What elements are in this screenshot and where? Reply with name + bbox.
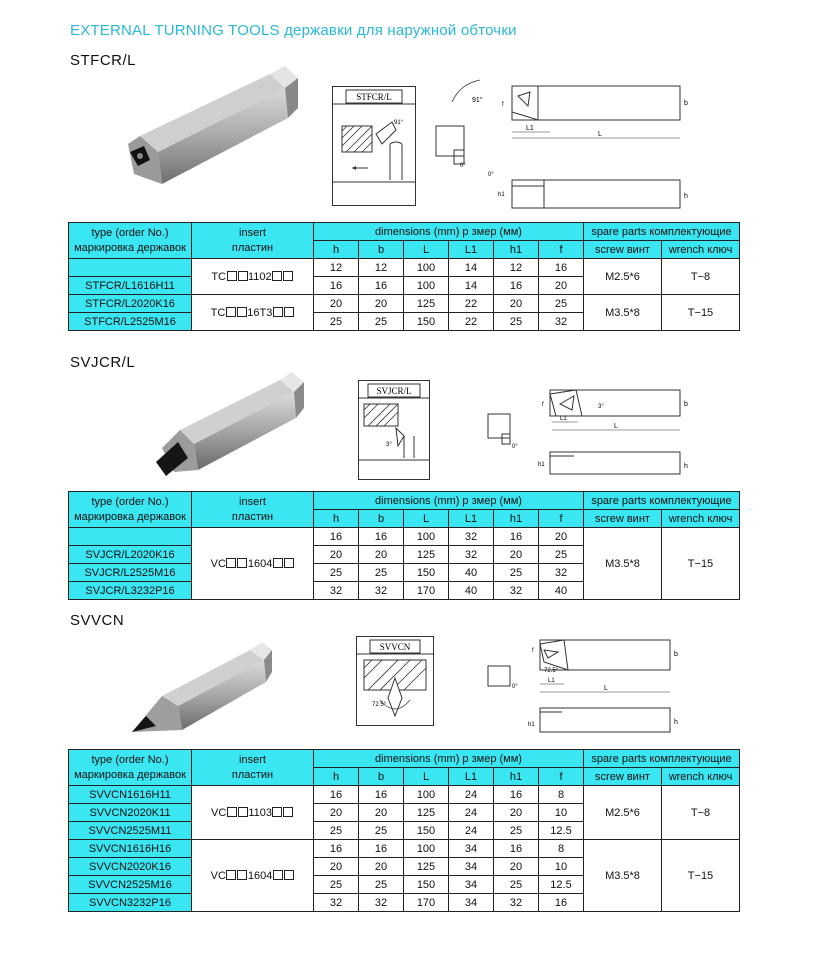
svg-text:0°: 0° (512, 444, 518, 450)
diagram-dimensions-svvcn (484, 634, 694, 738)
table-row: STFCR/L1616H11 16 16 100 14 16 20 (69, 277, 740, 295)
table-row: SVVCN2020K11 20 20 125 24 20 10 (69, 804, 740, 822)
svg-text:0°: 0° (460, 163, 466, 169)
spare-parts-header: spare parts комплектующие (584, 750, 740, 768)
diagram-top-view-svjcr (358, 380, 430, 480)
dimensions-header: dimensions (mm) р змер (мм) (314, 223, 584, 241)
svg-text:f: f (502, 102, 504, 108)
svg-text:0°: 0° (488, 172, 494, 178)
table-row: SVVCN2020K16 20 20 125 34 20 10 (69, 858, 740, 876)
svg-text:0°: 0° (512, 684, 518, 690)
insert-header: insert пластин (192, 492, 314, 528)
svg-text:L: L (614, 423, 618, 430)
insert-header: insert пластин (192, 750, 314, 786)
spare-parts-header: spare parts комплектующие (584, 492, 740, 510)
table-row: SVVCN1616H11 VC 1103 16 16 100 24 16 8 M2.5*6 T−8 (69, 786, 740, 804)
diagram-dimensions-svjcr (484, 386, 694, 480)
svg-text:L1: L1 (526, 125, 534, 132)
svg-text:b: b (684, 100, 688, 107)
svg-text:L1: L1 (548, 678, 555, 684)
table-row: SVVCN2525M16 25 25 150 34 25 12.5 (69, 876, 740, 894)
table-row: STFCR/L2525M16 25 25 150 22 25 32 (69, 313, 740, 331)
svg-text:h: h (684, 463, 688, 470)
table-row: STFCR/L2020K16 TC 16T3 20 20 125 22 20 25 M3.5*8 T−15 (69, 295, 740, 313)
section-title-svjcr: SVJCR/L (70, 354, 136, 371)
insert-cell: VC 1604 (192, 840, 314, 912)
svg-text:b: b (684, 401, 688, 408)
svg-text:h1: h1 (538, 462, 545, 468)
table-row: SVJCR/L2020K16 20 20 125 32 20 25 (69, 546, 740, 564)
diagram-label-stfcr: STFCR/L (356, 92, 392, 102)
svg-text:h1: h1 (498, 192, 505, 198)
table-row: SVJCR/L3232P16 32 32 170 40 32 40 (69, 582, 740, 600)
tool-photo-stfcr (120, 66, 300, 196)
table-row: TC 1102 12 12 100 14 12 16 M2.5*6 T−8 (69, 259, 740, 277)
diagram-top-view-stfcr (332, 86, 416, 206)
svg-text:91°: 91° (394, 120, 404, 126)
insert-cell: TC 16T3 (192, 295, 314, 331)
insert-header: insert пластин (192, 223, 314, 259)
type-header: type (order No.) маркировка державок (69, 223, 192, 259)
spare-parts-header: spare parts комплектующие (584, 223, 740, 241)
tool-photo-svjcr (148, 372, 308, 482)
svg-text:3°: 3° (386, 442, 392, 448)
diagram-dimensions-stfcr (430, 72, 700, 217)
svg-text:L1: L1 (560, 416, 567, 422)
insert-cell: VC 1604 (192, 528, 314, 600)
svg-text:L: L (604, 685, 608, 692)
dimensions-header: dimensions (mm) р змер (мм) (314, 492, 584, 510)
spec-table-svjcr: type (order No.) маркировка державок insert пластин dimensions (mm) р змер (мм) spare parts комплектующие h b L L1 h1 f screw винт wrench ключ VC 1604 16 16 100 32 16 20 M3.5*8 T−15 SVJCR/L2020K16 20 20 125 32 20 25 SVJCR/L2525M16 25 25 150 40 25 32 SVJCR/L3232P16 32 32 170 40 32 40 (68, 491, 740, 600)
table-row: SVJCR/L2525M16 25 25 150 40 25 32 (69, 564, 740, 582)
svg-text:L: L (598, 131, 602, 138)
dimensions-header: dimensions (mm) р змер (мм) (314, 750, 584, 768)
svg-text:h: h (684, 193, 688, 200)
table-row: SVVCN3232P16 32 32 170 34 32 16 (69, 894, 740, 912)
svg-text:b: b (674, 651, 678, 658)
svg-text:72.5°: 72.5° (372, 702, 387, 708)
table-row: SVVCN1616H16 VC 1604 16 16 100 34 16 8 M3.5*8 T−15 (69, 840, 740, 858)
svg-text:72.5°: 72.5° (544, 668, 559, 674)
spec-table-svvcn: type (order No.) маркировка державок insert пластин dimensions (mm) р змер (мм) spare parts комплектующие h b L L1 h1 f screw винт wrench ключ SVVCN1616H11 VC 1103 16 16 100 24 16 8 M2.5*6 T−8 SVVCN2020K11 20 20 125 24 20 10 SVVCN2525M11 25 25 150 24 25 12.5 SVVCN1616H16 VC 1604 16 16 100 34 16 8 M3.5*8 T−15 SVVCN2020K16 20 20 125 34 20 10 SVVCN2525M16 25 25 150 34 25 12.5 SVVCN3232P16 32 32 170 34 32 16 (68, 749, 740, 912)
section-title-stfcr: STFCR/L (70, 52, 137, 69)
svg-text:91°: 91° (472, 97, 483, 104)
insert-cell: TC 1102 (192, 259, 314, 295)
svg-text:3°: 3° (598, 404, 604, 410)
svg-text:h: h (674, 719, 678, 726)
section-title-svvcn: SVVCN (70, 612, 125, 629)
type-header: type (order No.) маркировка державок (69, 492, 192, 528)
diagram-top-view-svvcn (356, 636, 434, 726)
svg-text:f: f (532, 648, 534, 654)
type-header: type (order No.) маркировка державок (69, 750, 192, 786)
svg-text:h1: h1 (528, 722, 535, 728)
diagram-label-svvcn: SVVCN (379, 642, 411, 652)
table-row: VC 1604 16 16 100 32 16 20 M3.5*8 T−15 (69, 528, 740, 546)
spec-table-stfcr: type (order No.) маркировка державок insert пластин dimensions (mm) р змер (мм) spare parts комплектующие h b L L1 h1 f screw винт wrench ключ TC 1102 12 12 100 14 12 16 M2.5*6 T−8 STFCR/L1616H11 16 16 100 14 16 20 STFCR/L2020K16 TC 16T3 20 20 125 22 20 25 M3.5*8 T−15 STFCR/L2525M16 25 25 150 22 25 32 (68, 222, 740, 331)
page-title: EXTERNAL TURNING TOOLS державки для наружной обточки (70, 22, 517, 39)
table-row: SVVCN2525M11 25 25 150 24 25 12.5 (69, 822, 740, 840)
svg-text:f: f (542, 402, 544, 408)
insert-cell: VC 1103 (192, 786, 314, 840)
tool-photo-svvcn (128, 636, 274, 740)
diagram-label-svjcr: SVJCR/L (376, 386, 412, 396)
